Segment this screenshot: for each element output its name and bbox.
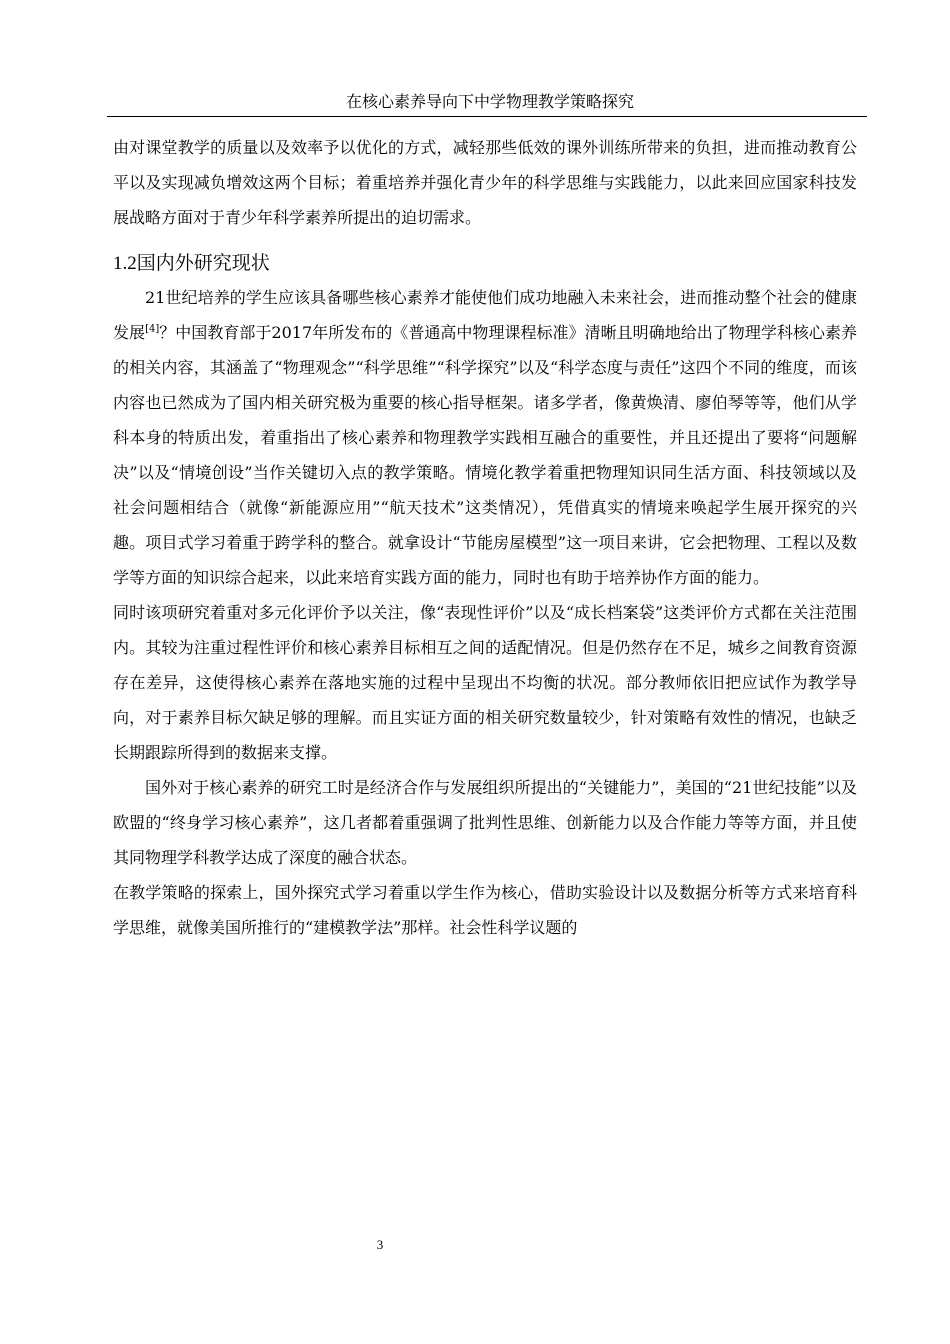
paragraph-domestic-research <box>113 280 857 595</box>
section-heading <box>113 250 857 277</box>
page-body <box>113 130 857 945</box>
header-rule <box>107 116 867 117</box>
section-number: 1.2 <box>113 253 137 274</box>
paragraph-text-part-1: 21世纪培养的学生应该具备哪些核心素养才能使他们成功地融入未来社会，进而推动整个社会的健康发展 <box>113 288 857 342</box>
paragraph-teaching-strategy: 在教学策略的探索上，国外探究式学习着重以学生作为核心，借助实验设计以及数据分析等方式来培育科学思维，就像美国所推行的“建模教学法”那样。社会性科学议题的 <box>113 883 857 937</box>
paragraph-foreign-research: 国外对于核心素养的研究工时是经济合作与发展组织所提出的“关键能力”，美国的“21世纪技能”以及欧盟的“终身学习核心素养”，这几者都着重强调了批判性思维、创新能力以及合作能力等等方面，并且使其同物理学科教学达成了深度的融合状态。 <box>113 778 857 867</box>
page-number: 3 <box>376 1237 384 1252</box>
paragraph-text-part-2: ？中国教育部于2017年所发布的《普通高中物理课程标准》清晰且明确地给出了物理学科核心素养的相关内容，其涵盖了“物理观念”“科学思维”“科学探究”以及“科学态度与责任”这四个不同的维度，而该内容也已然成为了国内相关研究极为重要的核心指导框架。诸多学者，像黄焕清、廖伯琴等等，他们从学科本身的特质出发，着重指出了核心素养和物理教学实践相互融合的重要性，并且还提出了要将“问题解决”以及“情境创设”当作关键切入点的教学策略。情境化教学着重把物理知识同生活方面、科技领域以及社会问题相结合（就像“新能源应用”“航天技术”这类情况），凭借真实的情境来唤起学生展开探究的兴趣。项目式学习着重于跨学科的整合。就拿设计“节能房屋模型”这一项目来讲，它会把物理、工程以及数学等方面的知识综合起来，以此来培育实践方面的能力，同时也有助于培养协作方面的能力。 <box>113 323 857 587</box>
citation-reference: [4] <box>145 323 160 335</box>
running-header: 在核心素养导向下中学物理教学策略探究 <box>345 92 634 111</box>
paragraph-continuation: 由对课堂教学的质量以及效率予以优化的方式，减轻那些低效的课外训练所带来的负担，进而推动教育公平以及实现减负增效这两个目标；着重培养并强化青少年的科学思维与实践能力，以此来回应国家科技发展战略方面对于青少年科学素养所提出的迫切需求。 <box>113 138 857 227</box>
section-title: 国内外研究现状 <box>136 252 270 274</box>
paragraph-evaluation: 同时该项研究着重对多元化评价予以关注，像“表现性评价”以及“成长档案袋”这类评价方式都在关注范围内。其较为注重过程性评价和核心素养目标相互之间的适配情况。但是仍然存在不足，城乡之间教育资源存在差异，这使得核心素养在落地实施的过程中呈现出不均衡的状况。部分教师依旧把应试作为教学导向，对于素养目标欠缺足够的理解。而且实证方面的相关研究数量较少，针对策略有效性的情况，也缺乏长期跟踪所得到的数据来支撑。 <box>113 603 857 762</box>
